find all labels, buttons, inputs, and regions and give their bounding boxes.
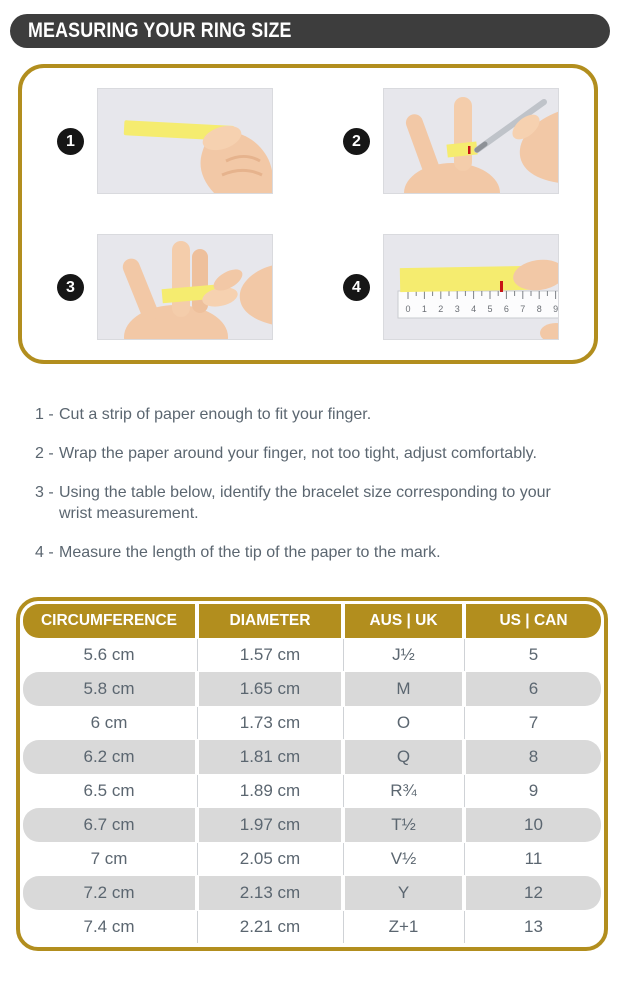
- svg-text:8: 8: [536, 304, 542, 314]
- table-cell: 6.2 cm: [23, 740, 195, 774]
- instructions-list: [35, 404, 596, 563]
- instruction-1: [35, 404, 596, 425]
- table-cell: 2.21 cm: [199, 910, 341, 944]
- table-cell: 1.73 cm: [199, 706, 341, 740]
- instruction-3: [35, 482, 596, 524]
- table-cell: 8: [466, 740, 601, 774]
- table-cell: 5.8 cm: [23, 672, 195, 706]
- instruction-number: 1 -: [35, 406, 54, 423]
- table-cell: 7: [528, 713, 539, 732]
- table-cell: 13: [524, 917, 543, 936]
- instruction-number: 4 -: [35, 544, 54, 561]
- red-mark-icon: [500, 281, 503, 292]
- title-bar: [10, 14, 610, 48]
- step-3: [22, 214, 308, 360]
- column-header-aus-uk: AUS | UK: [345, 604, 462, 638]
- instruction-number: 2 -: [35, 445, 54, 462]
- instruction-text: Using the table below, identify the bracelet size corresponding to your: [59, 484, 551, 501]
- table-cell: 2.05 cm: [199, 842, 341, 876]
- svg-text:5: 5: [487, 304, 493, 314]
- table-cell: 6.5 cm: [23, 774, 195, 808]
- table-row: [23, 842, 601, 876]
- step-number-badge: 2: [343, 128, 370, 155]
- instruction-text: Cut a strip of paper enough to fit your finger.: [59, 406, 372, 423]
- table-cell: J½: [345, 638, 462, 672]
- svg-text:7: 7: [520, 304, 526, 314]
- table-row: [23, 808, 601, 842]
- table-row: [23, 774, 601, 808]
- finger-icon: [172, 241, 190, 317]
- table-cell: 1.89 cm: [199, 774, 341, 808]
- table-cell: Z+1: [345, 910, 462, 944]
- steps-panel: [18, 64, 598, 364]
- table-cell: V½: [345, 842, 462, 876]
- svg-text:3: 3: [454, 304, 460, 314]
- instruction-text: Wrap the paper around your finger, not too tight, adjust comfortably.: [59, 445, 537, 462]
- table-row: [23, 638, 601, 672]
- table-cell: 1.97 cm: [199, 808, 341, 842]
- page-title: MEASURING YOUR RING SIZE: [28, 19, 292, 42]
- instruction-text: Measure the length of the tip of the paper to the mark.: [59, 544, 441, 561]
- step-photo-1: [97, 88, 273, 194]
- table-cell: 1.81 cm: [199, 740, 341, 774]
- table-row: [23, 672, 601, 706]
- table-row: [23, 740, 601, 774]
- svg-text:6: 6: [503, 304, 509, 314]
- table-cell: 7 cm: [23, 842, 195, 876]
- table-cell: 10: [466, 808, 601, 842]
- instruction-4: [35, 542, 596, 563]
- step-number-badge: 3: [57, 274, 84, 301]
- size-table-body: [23, 638, 601, 944]
- step-2: [308, 68, 594, 214]
- table-cell: 6: [466, 672, 601, 706]
- svg-text:4: 4: [471, 304, 477, 314]
- table-cell: 5.6 cm: [23, 638, 195, 672]
- svg-text:1: 1: [421, 304, 427, 314]
- svg-text:9: 9: [553, 304, 559, 314]
- column-header-us-can: US | CAN: [466, 604, 601, 638]
- table-cell: 6.7 cm: [23, 808, 195, 842]
- table-cell: 2.13 cm: [199, 876, 341, 910]
- size-table: [16, 597, 608, 951]
- table-row: [23, 876, 601, 910]
- table-row: [23, 910, 601, 944]
- svg-text:2: 2: [438, 304, 444, 314]
- table-cell: Y: [345, 876, 462, 910]
- instruction-number: 3 -: [35, 484, 54, 501]
- column-header-diameter: DIAMETER: [199, 604, 341, 638]
- finger-icon: [454, 97, 472, 171]
- table-cell: T½: [345, 808, 462, 842]
- column-header-circumference: CIRCUMFERENCE: [23, 604, 195, 638]
- table-cell: 11: [524, 849, 543, 868]
- paper-strip-icon: [400, 266, 532, 292]
- instruction-text: wrist measurement.: [59, 505, 199, 522]
- step-number-badge: 4: [343, 274, 370, 301]
- instruction-2: [35, 443, 596, 464]
- table-cell: R¾: [345, 774, 462, 808]
- table-cell: 5: [528, 645, 539, 664]
- step-photo-4: [383, 234, 559, 340]
- table-cell: 12: [466, 876, 601, 910]
- table-cell: M: [345, 672, 462, 706]
- table-cell: 9: [528, 781, 539, 800]
- step-number-badge: 1: [57, 128, 84, 155]
- step-photo-2: [383, 88, 559, 194]
- step-1: [22, 68, 308, 214]
- table-cell: 6 cm: [23, 706, 195, 740]
- table-cell: 1.57 cm: [199, 638, 341, 672]
- table-row: [23, 706, 601, 740]
- table-header-row: [23, 604, 601, 638]
- step-4: [308, 214, 594, 360]
- red-mark-icon: [468, 146, 471, 154]
- table-cell: 1.65 cm: [199, 672, 341, 706]
- table-cell: 7.2 cm: [23, 876, 195, 910]
- table-cell: 7.4 cm: [23, 910, 195, 944]
- table-cell: O: [345, 706, 462, 740]
- table-cell: Q: [345, 740, 462, 774]
- svg-text:0: 0: [405, 304, 411, 314]
- step-photo-3: [97, 234, 273, 340]
